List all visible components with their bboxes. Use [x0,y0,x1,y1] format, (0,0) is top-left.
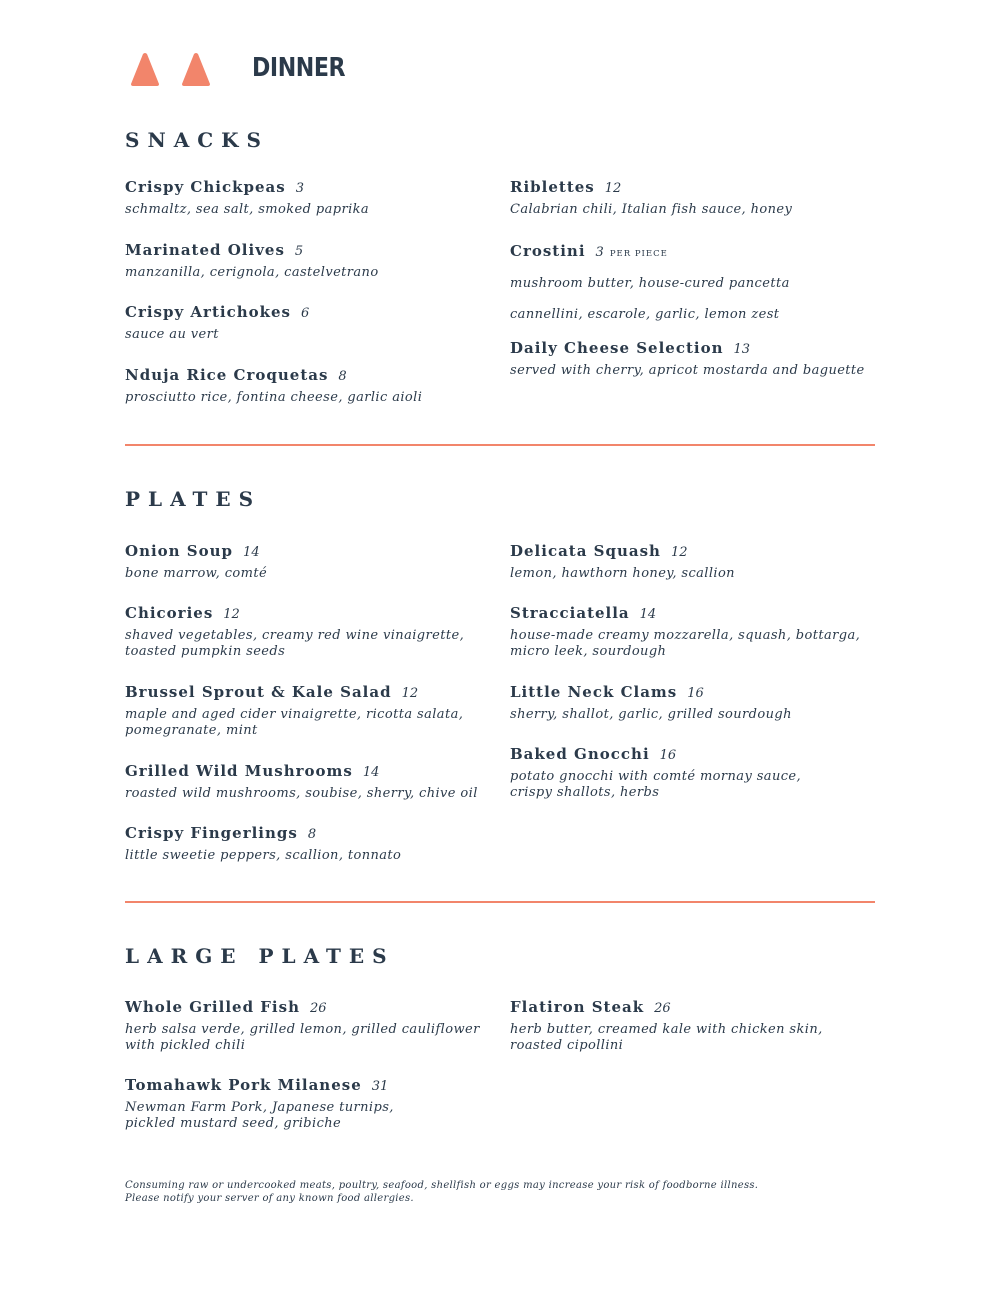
item-description: cannellini, escarole, garlic, lemon zest [510,307,780,322]
item-description: prosciutto rice, fontina cheese, garlic aioli [125,390,423,405]
item-price: 12 [604,181,622,196]
disclaimer-line: Consuming raw or undercooked meats, poultry, seafood, shellfish or eggs may increase your risk of foodborne illness. [125,1180,759,1191]
item-description: little sweetie peppers, scallion, tonnato [125,848,402,863]
food-safety-disclaimer [125,1179,758,1205]
menu-item [125,603,495,660]
item-name: Nduja Rice Croquetas [125,366,329,384]
item-name: Riblettes [510,178,595,196]
menu-item [125,240,495,281]
section-divider [125,444,875,446]
item-description: bone marrow, comté [125,566,268,581]
item-description: Calabrian chili, Italian fish sauce, honey [510,202,793,217]
menu-item [125,177,495,218]
item-name: Whole Grilled Fish [125,998,300,1016]
menu-item [125,997,495,1054]
item-name: Little Neck Clams [510,683,678,701]
item-price: 16 [687,686,704,701]
item-price: 12 [223,607,240,622]
item-name: Onion Soup [125,542,234,560]
item-name: Chicories [125,604,214,622]
restaurant-logo-icon [130,52,212,86]
item-name: Crispy Fingerlings [125,824,298,842]
item-name: Brussel Sprout & Kale Salad [125,683,392,701]
item-description: Newman Farm Pork, Japanese turnips, pickled mustard seed, gribiche [125,1100,394,1131]
item-name: Crispy Artichokes [125,303,292,321]
item-name: Crispy Chickpeas [125,178,286,196]
section-divider [125,901,875,903]
item-price: 3 [295,181,304,196]
item-description: served with cherry, apricot mostarda and baguette [510,363,865,378]
menu-item [125,682,495,739]
menu-item [510,744,880,801]
menu-item [510,541,880,582]
item-name: Delicata Squash [510,542,661,560]
menu-item [510,603,880,660]
item-price: 14 [362,765,380,780]
item-price: 12 [670,545,688,560]
disclaimer-line: Please notify your server of any known food allergies. [125,1193,414,1204]
item-description: lemon, hawthorn honey, scallion [510,566,735,581]
item-description: potato gnocchi with comté mornay sauce, crispy shallots, herbs [510,769,802,800]
menu-item [510,997,880,1054]
item-description: sherry, shallot, garlic, grilled sourdough [510,707,792,722]
menu-item [510,177,880,218]
item-description: herb butter, creamed kale with chicken skin, roasted cipollini [510,1022,823,1053]
item-description: manzanilla, cerignola, castelvetrano [125,265,379,280]
item-price: 26 [309,1001,327,1016]
item-price: 31 [371,1079,389,1094]
item-name: Baked Gnocchi [510,745,650,763]
item-price: 16 [659,748,677,763]
item-description: maple and aged cider vinaigrette, ricotta salata, pomegranate, mint [125,707,464,738]
item-price: 14 [639,607,657,622]
item-price-note: PER PIECE [609,249,668,259]
menu-item [125,823,495,864]
item-price: 8 [338,369,347,384]
menu-item [510,338,880,379]
item-price: 12 [401,686,419,701]
menu-item [125,302,495,343]
section-title-plates: PLATES [125,487,262,511]
section-title-large-plates: LARGE PLATES [125,944,395,968]
item-description: sauce au vert [125,327,219,342]
menu-item [510,682,880,723]
item-description: schmaltz, sea salt, smoked paprika [125,202,370,217]
item-description: mushroom butter, house-cured pancetta [510,276,790,291]
menu-item [125,541,495,582]
item-price: 6 [301,306,310,321]
section-title-snacks: SNACKS [125,128,269,152]
menu-item [510,241,880,323]
item-price: 26 [654,1001,671,1016]
item-name: Flatiron Steak [510,998,645,1016]
item-name: Stracciatella [510,604,630,622]
item-price: 13 [733,342,751,357]
menu-item [125,365,495,406]
menu-title: DINNER [252,53,346,83]
item-name: Grilled Wild Mushrooms [125,762,353,780]
item-name: Daily Cheese Selection [510,339,724,357]
item-price: 3 [595,245,604,260]
item-name: Tomahawk Pork Milanese [125,1076,362,1094]
item-price: 5 [294,244,304,259]
item-description: herb salsa verde, grilled lemon, grilled cauliflower with pickled chili [125,1022,480,1053]
item-description: house-made creamy mozzarella, squash, bottarga, micro leek, sourdough [510,628,861,659]
item-name: Marinated Olives [125,241,285,259]
menu-item [125,761,495,802]
item-description: shaved vegetables, creamy red wine vinaigrette, toasted pumpkin seeds [125,628,465,659]
menu-item [125,1075,495,1132]
item-description: roasted wild mushrooms, soubise, sherry, chive oil [125,786,478,801]
item-price: 8 [307,827,317,842]
item-price: 14 [243,545,260,560]
item-name: Crostini [510,242,586,260]
